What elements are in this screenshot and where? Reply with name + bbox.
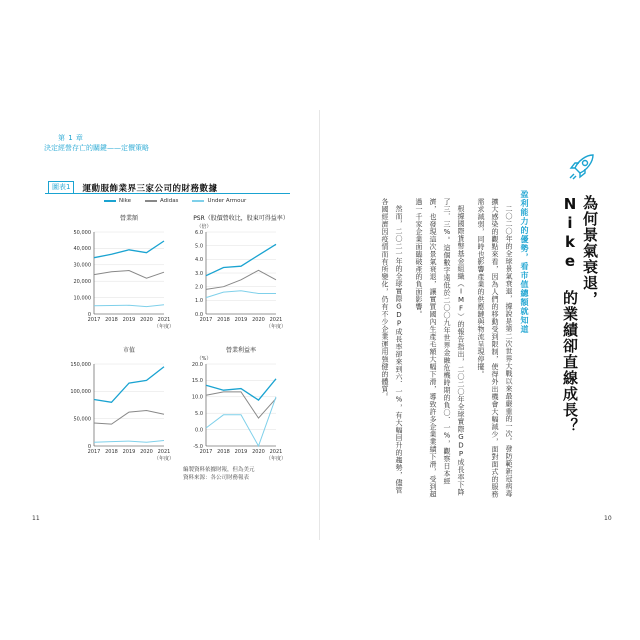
x-axis-suffix: （年度） (153, 324, 175, 330)
chart-title: 營業額 (119, 215, 139, 222)
x-tick-label: 2018 (105, 317, 118, 323)
y-tick-label: 2.0 (195, 284, 203, 291)
y-tick-label: 50,000 (73, 229, 91, 236)
y-tick-label: 3.0 (195, 270, 203, 277)
y-tick-label: 0 (87, 311, 91, 318)
chart-unit: （%） (196, 356, 212, 362)
series-line-nike (206, 244, 276, 275)
chart-title: 營業利益率 (225, 347, 257, 354)
series-line-under-armour (206, 397, 276, 446)
chapter-label: 第 1 章 (58, 134, 84, 142)
y-tick-label: 10,000 (73, 295, 91, 302)
x-axis-suffix: （年度） (153, 456, 175, 462)
x-tick-label: 2017 (87, 449, 101, 455)
legend-label-nike: Nike (119, 198, 132, 204)
series-line-under-armour (94, 305, 164, 307)
x-tick-label: 2019 (122, 317, 136, 323)
series-line-under-armour (94, 441, 164, 443)
x-tick-label: 2018 (217, 449, 230, 455)
figure-source (183, 466, 255, 482)
x-tick-label: 2019 (234, 317, 248, 323)
chart-legend (104, 198, 246, 204)
series-line-under-armour (206, 291, 276, 298)
chart-title: PSR（股價營收比，股東可得益率） (193, 215, 289, 222)
figure-tag: 圖表1 (48, 181, 74, 194)
x-tick-label: 2021 (157, 317, 171, 323)
legend-label-adidas: Adidas (160, 198, 179, 204)
headline-line-1: 為何景氣衰退， (581, 195, 599, 307)
y-tick-label: 1.0 (195, 298, 203, 305)
y-tick-label: 20,000 (73, 279, 91, 285)
series-line-adidas (94, 271, 164, 279)
y-tick-label: 0.0 (195, 427, 203, 434)
series-line-adidas (94, 411, 164, 425)
legend-label-under-armour: Under Armour (207, 198, 247, 204)
x-tick-label: 2019 (122, 449, 136, 455)
chapter-title: 決定經營存亡的關鍵——定價策略 (44, 144, 149, 152)
chart-psr (172, 214, 289, 334)
y-tick-label: 10.0 (191, 394, 203, 401)
x-tick-label: 2017 (199, 317, 213, 323)
body-text (372, 198, 516, 498)
body-paragraph-3: 然而，二〇二一年的全球實際GDP成長率卻來到六．一%，有大幅回升的趨勢，儘管各國經濟因疫情而有所變化，仍有不少企業運用強健的體質。 (381, 198, 403, 494)
y-tick-label: 150,000 (70, 361, 91, 368)
chart-title: 市值 (122, 347, 136, 354)
y-tick-label: 15.0 (191, 378, 203, 385)
y-tick-label: 40,000 (73, 246, 91, 253)
source-line-2: 資料來源：各公司財務報表 (183, 475, 250, 481)
chart-revenue (60, 214, 175, 334)
x-tick-label: 2018 (105, 449, 118, 455)
series-line-nike (94, 241, 164, 258)
y-tick-label: 100,000 (70, 389, 91, 396)
chart-unit: （倍） (196, 224, 212, 230)
chart-operating-margin (172, 346, 287, 466)
x-tick-label: 2020 (140, 317, 153, 323)
x-tick-label: 2021 (157, 449, 171, 455)
chart-market-cap (60, 346, 175, 466)
page-number-left: 11 (32, 515, 40, 522)
y-tick-label: 30,000 (73, 262, 91, 269)
x-tick-label: 2017 (87, 317, 101, 323)
legend-item-adidas (145, 198, 178, 204)
x-tick-label: 2021 (269, 317, 283, 323)
y-tick-label: 6.0 (195, 229, 203, 236)
page-gutter (319, 110, 320, 540)
x-tick-label: 2019 (234, 449, 248, 455)
legend-swatch-adidas (145, 200, 157, 202)
y-tick-label: -5.0 (193, 443, 203, 450)
legend-swatch-nike (104, 200, 116, 202)
headline-line-2: Nike 的業績卻直線成長？ (561, 195, 579, 434)
x-tick-label: 2021 (269, 449, 283, 455)
page-number-right: 10 (604, 515, 612, 522)
x-tick-label: 2017 (199, 449, 213, 455)
y-tick-label: 0.0 (195, 311, 203, 318)
y-tick-label: 0 (87, 443, 91, 450)
subhead: 盈利能力的優勢，看市值總額就知道 (520, 190, 529, 334)
series-line-adidas (206, 392, 276, 418)
body-paragraph-2: 根據國際貨幣基金組織（IMF）的報告指出，二〇二〇年全球實際GDP成長率下降了三．三%。這個數字遠低於二〇〇九年世界金融危機時期的負〇．一%，觀察日本經濟，也發現這次景氣衰退，讓實質國內生產毛額大幅下滑，導致許多企業業績下滑，受到超過一千家企業面臨破產的負面影響。 (415, 198, 465, 498)
figure-rule (45, 193, 290, 194)
series-line-nike (94, 367, 164, 403)
body-paragraph-1: 二〇二〇年的全球景氣衰退，據說是第二次世界大戰以來最嚴重的一次。發防範新冠病毒擴大感染的觀點來看，因為人們的移動受到限制，使得外出機會大幅減少，面對面式的服務需求減弱，同時也影響產業的供應鏈與物流呈現停擺。 (477, 198, 513, 498)
y-tick-label: 4.0 (195, 257, 203, 264)
y-tick-label: 5.0 (195, 243, 203, 250)
y-tick-label: 50,000 (73, 416, 91, 423)
headline (560, 195, 600, 434)
legend-item-under-armour (192, 198, 246, 204)
x-tick-label: 2020 (252, 449, 265, 455)
y-tick-label: 5.0 (195, 411, 203, 417)
x-tick-label: 2020 (140, 449, 153, 455)
rocket-icon (566, 148, 600, 182)
source-line-1: 編製資料依據財報，但為美元 (183, 467, 255, 473)
figure-title: 運動服飾業界三家公司的財務數據 (82, 183, 218, 194)
x-axis-suffix: （年度） (265, 456, 287, 462)
x-axis-suffix: （年度） (265, 324, 287, 330)
y-tick-label: 20.0 (191, 361, 203, 368)
legend-item-nike (104, 198, 131, 204)
x-tick-label: 2018 (217, 317, 230, 323)
x-tick-label: 2020 (252, 317, 265, 323)
legend-swatch-under-armour (192, 200, 204, 202)
